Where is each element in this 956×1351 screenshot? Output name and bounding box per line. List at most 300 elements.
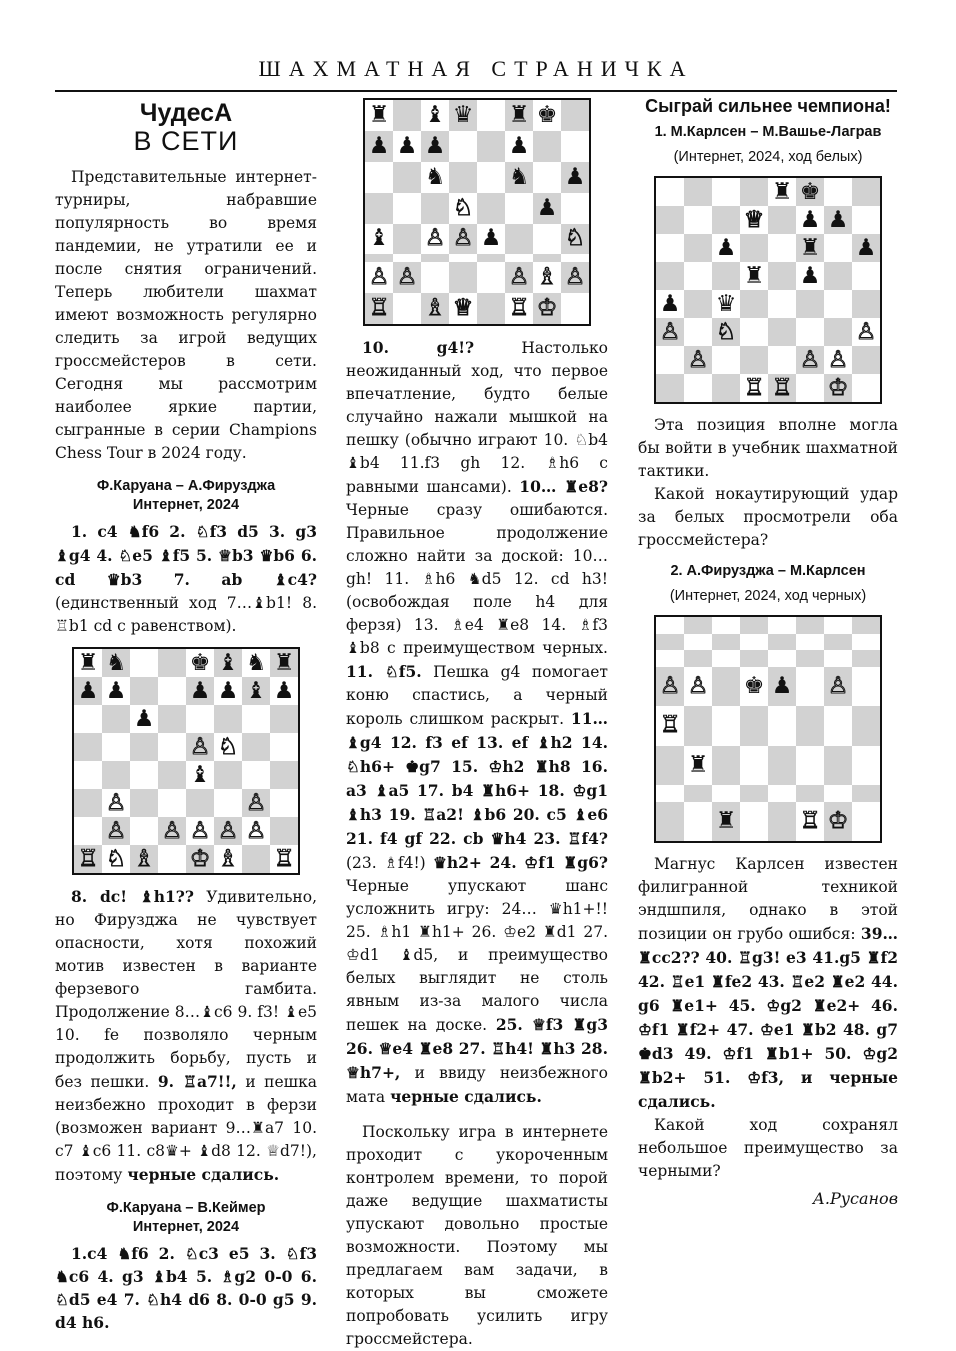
- square-a1: [365, 293, 393, 324]
- outro-paragraph: Поскольку игра в интернете проходит с укороченным контролем времени, то порой даже ведущие шахматисты упускают довольно простые возможности. Поэтому мы предлагаем вам задачи, в которых вы сможете попробовать усилить игру гроссмейстера.: [346, 1123, 608, 1348]
- black-pawn-piece: ♟: [133, 705, 155, 732]
- black-pawn-piece: ♟: [771, 672, 793, 699]
- game1-heading: [55, 477, 317, 515]
- white-rook-piece: ♖: [743, 374, 765, 401]
- square-a5: [656, 667, 684, 707]
- white-king-piece: ♔: [536, 295, 558, 322]
- section-header: ШАХМАТНАЯ СТРАНИЧКА: [55, 56, 897, 92]
- square-e6: [477, 162, 505, 193]
- game2-heading: [55, 1199, 317, 1237]
- square-b3: [393, 254, 421, 262]
- black-pawn-piece: ♟: [424, 132, 446, 159]
- square-c4: [712, 706, 740, 746]
- white-rook-piece: ♖: [273, 845, 295, 872]
- white-pawn-piece: ♙: [659, 672, 681, 699]
- black-pawn-piece: ♟: [799, 206, 821, 233]
- white-bishop-piece: ♗: [424, 295, 446, 322]
- white-pawn-piece: ♙: [368, 264, 390, 291]
- square-d7: [158, 677, 186, 705]
- game1-players: Ф.Каруана – А.Фирузджа: [96, 478, 276, 494]
- black-rook-piece: ♜: [368, 101, 390, 128]
- black-pawn-piece: ♟: [827, 206, 849, 233]
- square-d6: [449, 162, 477, 193]
- analysis-2: Черные сразу ошибаются. Правильное продолжение сложно найти за доской: 10…gh! 11. ♗h6 ♞d5 12. cd h3! (освобождая поле h4 для ферзя) 13. ♗e4 ♜e8 14. ♗f3 ♝b8 с преимуществом черных.: [346, 501, 608, 657]
- square-c2: [712, 785, 740, 802]
- square-e1: [768, 374, 796, 402]
- square-c8: [712, 617, 740, 634]
- square-c2: [421, 262, 449, 293]
- task1-players: 1. М.Карлсен – М.Вашье-Лаграв: [654, 124, 882, 140]
- black-knight-piece: ♞: [245, 649, 267, 676]
- square-h7: [561, 131, 589, 162]
- square-c6: [712, 234, 740, 262]
- square-e8: [186, 649, 214, 677]
- square-a4: [656, 706, 684, 746]
- square-a2: [365, 262, 393, 293]
- square-e1: [768, 802, 796, 842]
- square-g7: [824, 634, 852, 651]
- square-d2: [158, 817, 186, 845]
- square-d7: [740, 206, 768, 234]
- task2-paragraph: [638, 853, 898, 1114]
- black-rook-piece: ♜: [799, 234, 821, 261]
- black-bishop-piece: ♝: [424, 101, 446, 128]
- square-e8: [768, 617, 796, 634]
- white-knight-piece: ♘: [217, 733, 239, 760]
- square-c1: [712, 802, 740, 842]
- square-e1: [186, 845, 214, 873]
- game1-result: черные сдались.: [127, 1165, 280, 1184]
- game1-tail: и пешка неизбежно проходит в ферзи (возможен вариант 9…♜a7 10. c7 ♝c6 11. c8♛+ ♝d8 12. ♕d7!), поэтому: [55, 1073, 318, 1184]
- analysis-1: Настолько неожиданный ход, что первое впечатление, будто белые случайно нажали мышкой на пешку (обычно играют 10. ♘b4 ♝b4 11.f3 gh 12. ♗h6 с равными шансами).: [346, 339, 608, 496]
- square-a2: [656, 785, 684, 802]
- black-pawn-piece: ♟: [396, 132, 418, 159]
- square-b6: [393, 162, 421, 193]
- black-knight-piece: ♞: [105, 649, 127, 676]
- square-c2: [712, 346, 740, 374]
- square-e5: [186, 733, 214, 761]
- black-pawn-piece: ♟: [189, 677, 211, 704]
- white-rook-piece: ♖: [368, 295, 390, 322]
- square-e7: [768, 634, 796, 651]
- square-a5: [656, 262, 684, 290]
- square-e2: [768, 346, 796, 374]
- square-g2: [242, 817, 270, 845]
- square-a3: [365, 254, 393, 262]
- square-a1: [656, 374, 684, 402]
- white-knight-piece: ♘: [715, 318, 737, 345]
- white-pawn-piece: ♙: [105, 817, 127, 844]
- square-f4: [214, 761, 242, 789]
- square-d4: [740, 290, 768, 318]
- square-f2: [214, 817, 242, 845]
- column-middle: [346, 98, 608, 1351]
- square-d3: [449, 254, 477, 262]
- analysis-6: и ввиду неизбежного мата: [346, 1064, 608, 1106]
- square-g7: [824, 206, 852, 234]
- square-e6: [186, 705, 214, 733]
- square-a2: [656, 346, 684, 374]
- square-g5: [824, 262, 852, 290]
- white-queen-piece: ♕: [743, 206, 765, 233]
- square-b2: [102, 817, 130, 845]
- square-b3: [684, 746, 712, 786]
- square-a8: [365, 100, 393, 131]
- square-f6: [505, 162, 533, 193]
- black-knight-piece: ♞: [424, 163, 446, 190]
- square-h3: [852, 318, 880, 346]
- square-a3: [656, 318, 684, 346]
- game1-key-move: 9. ♖a7!!,: [157, 1072, 237, 1091]
- analysis-3: Пешка g4 помогает коню спастись, а черный король слишком раскрыт.: [346, 663, 608, 728]
- column-left: [55, 96, 317, 1334]
- square-a5: [365, 193, 393, 224]
- black-pawn-piece: ♟: [715, 234, 737, 261]
- square-a5: [74, 733, 102, 761]
- black-rook-piece: ♜: [743, 262, 765, 289]
- square-g2: [533, 262, 561, 293]
- task2-text2: Какой ход сохранял небольшое преимущество за черными?: [638, 1116, 898, 1180]
- white-pawn-piece: ♙: [799, 346, 821, 373]
- square-g3: [824, 318, 852, 346]
- game1-moves: 1. c4 ♞f6 2. ♘f3 d5 3. g3 ♝g4 4. ♘e5 ♝f5 5. ♕b3 ♛b6 6. cd ♛b3 7. ab ♝c4?: [55, 522, 317, 589]
- black-king-piece: ♚: [189, 649, 211, 676]
- square-a4: [365, 224, 393, 255]
- square-b4: [684, 290, 712, 318]
- square-e2: [768, 785, 796, 802]
- square-b7: [393, 131, 421, 162]
- white-knight-piece: ♘: [564, 225, 586, 252]
- square-d3: [158, 789, 186, 817]
- square-b1: [102, 845, 130, 873]
- square-h1: [852, 802, 880, 842]
- square-h8: [561, 100, 589, 131]
- square-e4: [477, 224, 505, 255]
- square-f3: [505, 254, 533, 262]
- square-g6: [242, 705, 270, 733]
- square-b2: [393, 262, 421, 293]
- square-a6: [656, 234, 684, 262]
- square-b4: [393, 224, 421, 255]
- square-h4: [561, 224, 589, 255]
- white-king-piece: ♔: [189, 845, 211, 872]
- white-king-piece: ♔: [827, 807, 849, 834]
- square-g8: [824, 617, 852, 634]
- square-b6: [684, 234, 712, 262]
- square-h6: [852, 234, 880, 262]
- square-h2: [852, 346, 880, 374]
- black-knight-piece: ♞: [508, 163, 530, 190]
- black-king-piece: ♚: [743, 672, 765, 699]
- task2-players: 2. А.Фирузджа – М.Карлсен: [670, 563, 866, 579]
- black-pawn-piece: ♟: [659, 290, 681, 317]
- black-king-piece: ♚: [799, 178, 821, 205]
- white-pawn-piece: ♙: [217, 817, 239, 844]
- square-g4: [824, 290, 852, 318]
- square-g3: [533, 254, 561, 262]
- square-b8: [684, 617, 712, 634]
- square-d8: [740, 178, 768, 206]
- black-pawn-piece: ♟: [105, 677, 127, 704]
- square-f4: [796, 290, 824, 318]
- author-signature: А.Русанов: [812, 1189, 898, 1208]
- moves-11-23: 11…♝g4 12. f3 ef 13. ef ♝h2 14. ♘h6+ ♚g7 15. ♔h2 ♜h8 16. a3 ♝a5 17. b4 ♜h6+ 18. ♔g1 ♝h3 19. ♖a2! ♝b6 20. c5 ♝e6 21. f4 gf 22. cb ♛h4 23. ♖f4?: [346, 709, 608, 848]
- square-a2: [74, 817, 102, 845]
- square-f1: [796, 802, 824, 842]
- game2-moves: 1.c4 ♞f6 2. ♘c3 e5 3. ♘f3 ♞c6 4. g3 ♝b4 5. ♗g2 0-0 6. ♘d5 e4 7. ♘h4 d6 8. 0-0 g5 9. d4 h6.: [55, 1244, 317, 1332]
- square-c5: [421, 193, 449, 224]
- square-g5: [824, 667, 852, 707]
- game2-analysis-paragraph: [346, 336, 608, 1109]
- square-f6: [796, 234, 824, 262]
- square-a1: [656, 802, 684, 842]
- square-g1: [824, 802, 852, 842]
- square-g7: [242, 677, 270, 705]
- task1-text2: Какой нокаутирующий удар за белых просмотрели оба гроссмейстера?: [638, 485, 898, 549]
- square-f8: [505, 100, 533, 131]
- square-e1: [477, 293, 505, 324]
- black-rook-piece: ♜: [273, 649, 295, 676]
- square-h2: [561, 262, 589, 293]
- white-pawn-piece: ♙: [396, 264, 418, 291]
- white-pawn-piece: ♙: [687, 346, 709, 373]
- game1-note: (единственный ход 7…♝b1! 8. ♖b1 cd с равенством).: [55, 594, 317, 635]
- game1-comment-paragraph: [55, 885, 317, 1187]
- square-a3: [656, 746, 684, 786]
- square-f6: [796, 650, 824, 667]
- white-pawn-piece: ♙: [161, 817, 183, 844]
- square-e6: [768, 234, 796, 262]
- black-pawn-piece: ♟: [217, 677, 239, 704]
- move-11: 11. ♘f5.: [346, 662, 422, 681]
- square-g4: [242, 761, 270, 789]
- square-c7: [712, 634, 740, 651]
- square-b8: [684, 178, 712, 206]
- square-c8: [712, 178, 740, 206]
- square-d6: [740, 650, 768, 667]
- square-g3: [824, 746, 852, 786]
- square-f1: [796, 374, 824, 402]
- game2-result: черные сдались.: [390, 1087, 542, 1106]
- white-pawn-piece: ♙: [827, 672, 849, 699]
- white-knight-piece: ♘: [452, 194, 474, 221]
- square-g1: [533, 293, 561, 324]
- black-rook-piece: ♜: [687, 751, 709, 778]
- black-pawn-piece: ♟: [536, 194, 558, 221]
- square-b8: [102, 649, 130, 677]
- square-g8: [533, 100, 561, 131]
- square-f1: [505, 293, 533, 324]
- square-b4: [102, 761, 130, 789]
- square-d2: [740, 346, 768, 374]
- square-h8: [270, 649, 298, 677]
- square-g3: [242, 789, 270, 817]
- square-c3: [421, 254, 449, 262]
- square-f7: [796, 206, 824, 234]
- square-f6: [214, 705, 242, 733]
- square-f5: [214, 733, 242, 761]
- square-f3: [796, 318, 824, 346]
- square-c4: [712, 290, 740, 318]
- white-rook-piece: ♖: [799, 807, 821, 834]
- square-d2: [449, 262, 477, 293]
- white-queen-piece: ♕: [452, 295, 474, 322]
- square-c7: [130, 677, 158, 705]
- square-b8: [393, 100, 421, 131]
- square-f8: [214, 649, 242, 677]
- square-d7: [449, 131, 477, 162]
- black-pawn-piece: ♟: [564, 163, 586, 190]
- square-a7: [74, 677, 102, 705]
- square-f1: [214, 845, 242, 873]
- white-bishop-piece: ♗: [217, 845, 239, 872]
- game2-players: Ф.Каруана – В.Кеймер: [106, 1200, 266, 1216]
- square-f7: [796, 634, 824, 651]
- square-g5: [242, 733, 270, 761]
- square-h1: [852, 374, 880, 402]
- square-g4: [533, 224, 561, 255]
- square-d3: [740, 318, 768, 346]
- square-h1: [561, 293, 589, 324]
- square-e5: [768, 262, 796, 290]
- square-a6: [365, 162, 393, 193]
- square-a7: [656, 206, 684, 234]
- black-bishop-piece: ♝: [245, 677, 267, 704]
- square-a4: [656, 290, 684, 318]
- black-king-piece: ♚: [536, 101, 558, 128]
- square-c5: [130, 733, 158, 761]
- black-pawn-piece: ♟: [77, 677, 99, 704]
- square-a7: [656, 634, 684, 651]
- white-rook-piece: ♖: [659, 712, 681, 739]
- black-queen-piece: ♛: [452, 101, 474, 128]
- square-c2: [130, 817, 158, 845]
- white-bishop-piece: ♗: [536, 264, 558, 291]
- square-f4: [796, 706, 824, 746]
- square-e7: [186, 677, 214, 705]
- move-10-black: 10… ♜e8?: [519, 477, 608, 496]
- white-pawn-piece: ♙: [245, 789, 267, 816]
- white-bishop-piece: ♗: [133, 845, 155, 872]
- square-e3: [768, 746, 796, 786]
- square-b7: [102, 677, 130, 705]
- black-bishop-piece: ♝: [217, 649, 239, 676]
- square-b5: [393, 193, 421, 224]
- white-knight-piece: ♘: [105, 845, 127, 872]
- article-title-bottom: В СЕТИ: [133, 126, 239, 156]
- task1-text1: Эта позиция вполне могла бы войти в учебник шахматной тактики.: [638, 416, 898, 480]
- black-pawn-piece: ♟: [799, 262, 821, 289]
- black-rook-piece: ♜: [77, 649, 99, 676]
- square-b6: [684, 650, 712, 667]
- game1-event: Интернет, 2024: [132, 497, 240, 513]
- square-c4: [130, 761, 158, 789]
- game1-comment: Удивительно, но Фирузджа не чувствует опасности, хотя похожий мотив известен в варианте ферзевого гамбита. Продолжение 8…♝c6 9. f3! ♝e5 10. fe позволяло черным продолжить борьбу, пусть и без пешки.: [55, 888, 317, 1091]
- move-10: 10. g4!?: [362, 338, 475, 357]
- square-c1: [712, 374, 740, 402]
- square-d3: [740, 746, 768, 786]
- square-b1: [684, 802, 712, 842]
- square-b4: [684, 706, 712, 746]
- square-b1: [684, 374, 712, 402]
- square-g2: [824, 346, 852, 374]
- task2-info: (Интернет, 2024, ход черных): [669, 588, 867, 604]
- square-c3: [130, 789, 158, 817]
- game2-event: Интернет, 2024: [132, 1219, 240, 1235]
- square-a6: [74, 705, 102, 733]
- square-f2: [796, 346, 824, 374]
- white-king-piece: ♔: [827, 374, 849, 401]
- square-h4: [270, 761, 298, 789]
- black-rook-piece: ♜: [715, 807, 737, 834]
- square-d5: [740, 667, 768, 707]
- square-d5: [158, 733, 186, 761]
- square-h8: [852, 617, 880, 634]
- square-e7: [768, 206, 796, 234]
- square-d1: [740, 374, 768, 402]
- square-b3: [102, 789, 130, 817]
- white-pawn-piece: ♙: [508, 264, 530, 291]
- square-b2: [684, 346, 712, 374]
- square-e7: [477, 131, 505, 162]
- square-c6: [712, 650, 740, 667]
- black-rook-piece: ♜: [508, 101, 530, 128]
- square-c1: [421, 293, 449, 324]
- square-f2: [796, 785, 824, 802]
- square-b2: [684, 785, 712, 802]
- square-e2: [186, 817, 214, 845]
- moves-23-24: ♛h2+ 24. ♔f1 ♜g6?: [432, 853, 608, 872]
- white-pawn-piece: ♙: [452, 225, 474, 252]
- square-h3: [270, 789, 298, 817]
- square-e4: [768, 290, 796, 318]
- chess-board-game1: [72, 647, 300, 875]
- square-e4: [768, 706, 796, 746]
- square-a6: [656, 650, 684, 667]
- square-h3: [561, 254, 589, 262]
- square-f5: [505, 193, 533, 224]
- square-e3: [768, 318, 796, 346]
- square-h8: [852, 178, 880, 206]
- square-h7: [852, 634, 880, 651]
- square-f8: [796, 617, 824, 634]
- square-h5: [561, 193, 589, 224]
- chess-board-task2: [654, 615, 882, 843]
- square-a3: [74, 789, 102, 817]
- square-h2: [852, 785, 880, 802]
- square-e5: [477, 193, 505, 224]
- square-e8: [477, 100, 505, 131]
- square-e3: [186, 789, 214, 817]
- square-c5: [712, 667, 740, 707]
- square-h5: [852, 262, 880, 290]
- task2-text1: Магнус Карлсен известен филигранной техникой эндшпиля, однако в этой позиции он грубо ошибся:: [638, 855, 898, 943]
- square-g8: [824, 178, 852, 206]
- square-h2: [270, 817, 298, 845]
- square-b7: [684, 206, 712, 234]
- square-c6: [130, 705, 158, 733]
- square-c5: [712, 262, 740, 290]
- square-g6: [824, 650, 852, 667]
- black-pawn-piece: ♟: [368, 132, 390, 159]
- square-h6: [852, 650, 880, 667]
- square-a8: [74, 649, 102, 677]
- square-b5: [684, 262, 712, 290]
- square-c8: [421, 100, 449, 131]
- square-c4: [421, 224, 449, 255]
- square-e5: [768, 667, 796, 707]
- square-d1: [740, 802, 768, 842]
